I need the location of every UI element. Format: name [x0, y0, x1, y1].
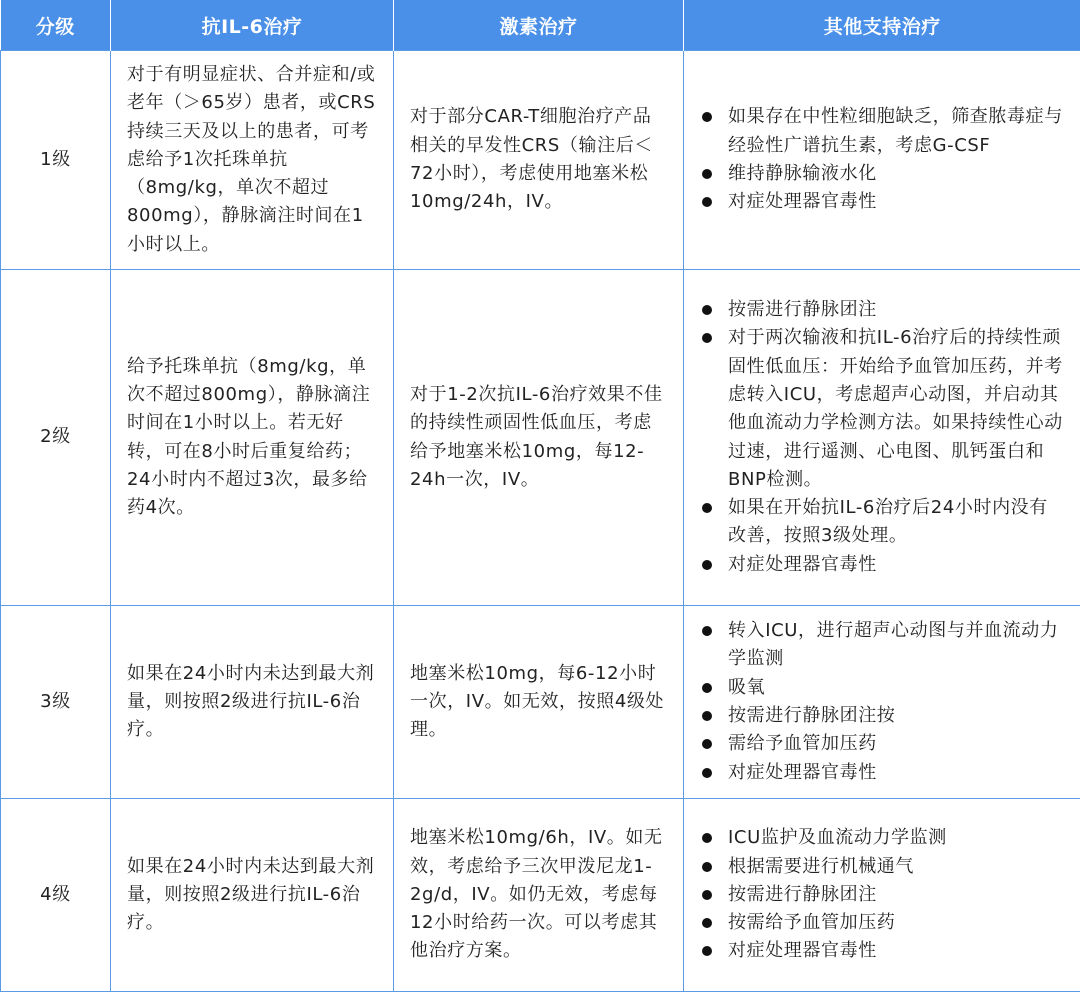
list-item-text: 按需进行静脉团注 — [728, 884, 877, 905]
support-cell — [684, 51, 1080, 270]
list-item-text: 根据需要进行机械通气 — [728, 856, 914, 877]
list-item-text: 对症处理器官毒性 — [728, 762, 877, 783]
support-list — [700, 296, 1066, 579]
steroid-cell: 对于部分CAR-T细胞治疗产品相关的早发性CRS（输注后＜72小时），考虑使用地塞米松10mg/24h，IV。 — [394, 51, 684, 270]
list-item — [700, 674, 1066, 702]
steroid-cell: 对于1-2次抗IL-6治疗效果不佳的持续性顽固性低血压，考虑给予地塞米松10mg，每12-24h一次，IV。 — [394, 270, 684, 606]
bullet-icon — [702, 711, 712, 721]
support-cell — [684, 799, 1080, 992]
steroid-cell: 地塞米松10mg/6h，IV。如无效，考虑给予三次甲泼尼龙1-2g/d，IV。如仍无效，考虑每12小时给药一次。可以考虑其他治疗方案。 — [394, 799, 684, 992]
bullet-icon — [702, 862, 712, 872]
list-item — [700, 824, 1066, 852]
list-item-text: 按需进行静脉团注按 — [728, 705, 895, 726]
list-item — [700, 551, 1066, 579]
list-item — [700, 909, 1066, 937]
header-support-therapy: 其他支持治疗 — [684, 0, 1080, 51]
grade-cell: 1级 — [1, 51, 111, 270]
list-item-text: 对于两次输液和抗IL-6治疗后的持续性顽固性低血压：开始给予血管加压药，并考虑转入ICU，考虑超声心动图，并启动其他血流动力学检测方法。如果持续性心动过速，进行遥测、心电图、肌钙蛋白和BNP检测。 — [728, 327, 1063, 489]
list-item-text: 按需进行静脉团注 — [728, 299, 877, 320]
list-item — [700, 702, 1066, 730]
list-item-text: 对症处理器官毒性 — [728, 554, 877, 575]
il6-cell: 给予托珠单抗（8mg/kg，单次不超过800mg），静脉滴注时间在1小时以上。若无好转，可在8小时后重复给药；24小时内不超过3次，最多给药4次。 — [111, 270, 394, 606]
list-item-text: 对症处理器官毒性 — [728, 191, 877, 212]
list-item-text: 按需给予血管加压药 — [728, 912, 895, 933]
list-item — [700, 188, 1066, 216]
header-grade: 分级 — [1, 0, 111, 51]
list-item — [700, 324, 1066, 494]
bullet-icon — [702, 112, 712, 122]
support-list — [700, 824, 1066, 965]
header-row — [1, 0, 1080, 51]
grade-cell: 2级 — [1, 270, 111, 606]
list-item-text: 如果在开始抗IL-6治疗后24小时内没有改善，按照3级处理。 — [728, 497, 1048, 546]
table-row — [1, 606, 1080, 799]
support-cell — [684, 270, 1080, 606]
table-row — [1, 51, 1080, 270]
list-item — [700, 617, 1066, 674]
list-item-text: 吸氧 — [728, 677, 765, 698]
list-item — [700, 296, 1066, 324]
support-cell — [684, 606, 1080, 799]
bullet-icon — [702, 918, 712, 928]
bullet-icon — [702, 333, 712, 343]
bullet-icon — [702, 503, 712, 513]
list-item-text: 转入ICU，进行超声心动图与并血流动力学监测 — [728, 620, 1058, 669]
list-item — [700, 494, 1066, 551]
header-steroid-therapy: 激素治疗 — [394, 0, 684, 51]
bullet-icon — [702, 197, 712, 207]
list-item — [700, 853, 1066, 881]
bullet-icon — [702, 890, 712, 900]
bullet-icon — [702, 833, 712, 843]
bullet-icon — [702, 739, 712, 749]
bullet-icon — [702, 626, 712, 636]
list-item-text: ICU监护及血流动力学监测 — [728, 827, 947, 848]
grade-cell: 4级 — [1, 799, 111, 992]
list-item — [700, 103, 1066, 160]
support-list — [700, 103, 1066, 216]
table-row — [1, 270, 1080, 606]
il6-cell: 对于有明显症状、合并症和/或老年（＞65岁）患者，或CRS持续三天及以上的患者，可考虑给予1次托珠单抗（8mg/kg，单次不超过800mg），静脉滴注时间在1小时以上。 — [111, 51, 394, 270]
list-item — [700, 881, 1066, 909]
support-list — [700, 617, 1066, 787]
list-item — [700, 759, 1066, 787]
bullet-icon — [702, 560, 712, 570]
header-il6-therapy: 抗IL-6治疗 — [111, 0, 394, 51]
grade-cell: 3级 — [1, 606, 111, 799]
il6-cell: 如果在24小时内未达到最大剂量，则按照2级进行抗IL-6治疗。 — [111, 606, 394, 799]
list-item-text: 维持静脉输液水化 — [728, 163, 877, 184]
list-item-text: 如果存在中性粒细胞缺乏，筛查脓毒症与经验性广谱抗生素，考虑G-CSF — [728, 106, 1063, 155]
list-item — [700, 937, 1066, 965]
bullet-icon — [702, 305, 712, 315]
bullet-icon — [702, 169, 712, 179]
list-item — [700, 730, 1066, 758]
il6-cell: 如果在24小时内未达到最大剂量，则按照2级进行抗IL-6治疗。 — [111, 799, 394, 992]
bullet-icon — [702, 946, 712, 956]
list-item-text: 对症处理器官毒性 — [728, 940, 877, 961]
list-item — [700, 160, 1066, 188]
bullet-icon — [702, 683, 712, 693]
list-item-text: 需给予血管加压药 — [728, 733, 877, 754]
bullet-icon — [702, 768, 712, 778]
steroid-cell: 地塞米松10mg，每6-12小时一次，IV。如无效，按照4级处理。 — [394, 606, 684, 799]
table-row — [1, 799, 1080, 992]
